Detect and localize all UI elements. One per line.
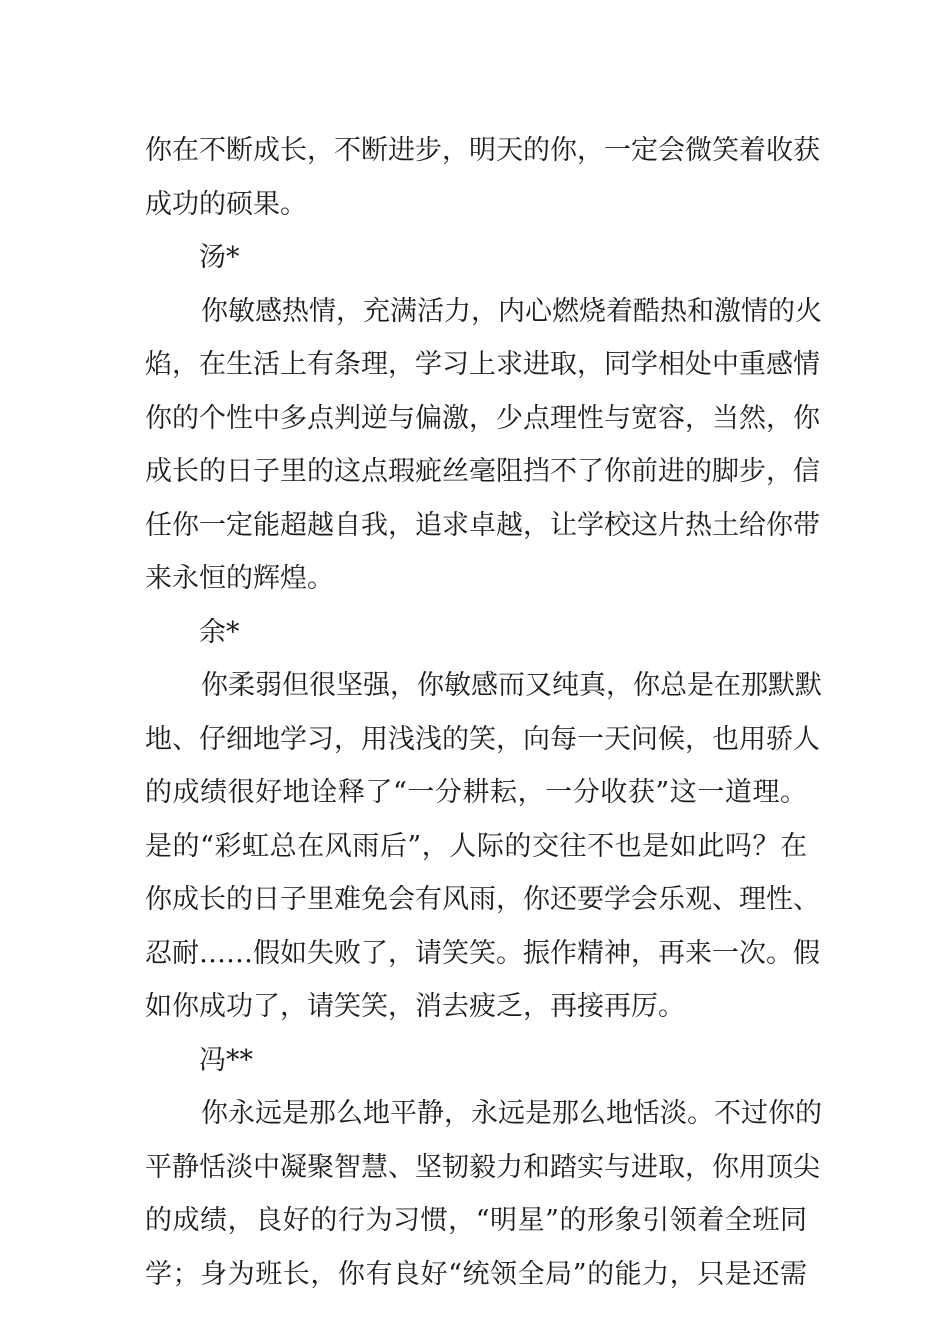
- paragraph-first-line: 你敏感热情，充满活力，内心燃烧着酷热和激情的火: [201, 295, 822, 327]
- paragraph-first-line: 你柔弱但很坚强，你敏感而又纯真，你总是在那默默: [201, 670, 822, 701]
- text-line: 的成绩，良好的行为习惯，“明星”的形象引领着全班同: [145, 1205, 807, 1236]
- text-line: 的成绩很好地诠释了“一分耕耘，一分收获”这一道理。: [145, 777, 807, 808]
- text-line: 地、仔细地学习，用浅浅的笑，向每一天问候，也用骄人: [145, 723, 820, 755]
- text-line: 学；身为班长，你有良好“统领全局”的能力，只是还需: [145, 1258, 807, 1290]
- document-body: [145, 124, 822, 1301]
- text-line: 如你成功了，请笑笑，消去疲乏，再接再厉。: [145, 991, 685, 1022]
- paragraph-first-line: 你永远是那么地平静，永远是那么地恬淡。不过你的: [201, 1098, 822, 1129]
- text-line: 平静恬淡中凝聚智慧、坚韧毅力和踏实与进取，你用顶尖: [145, 1151, 820, 1183]
- text-line: 忍耐……假如失败了，请笑笑。振作精神，再来一次。假: [145, 937, 820, 969]
- text-line: 你在不断成长，不断进步，明天的你，一定会微笑着收获: [145, 135, 820, 166]
- student-name: 冯**: [199, 1044, 253, 1076]
- text-line: 来永恒的辉煌。: [145, 563, 334, 594]
- text-line: 焰，在生活上有条理，学习上求进取，同学相处中重感情: [145, 349, 820, 380]
- student-name: 余*: [199, 616, 240, 648]
- text-line: 成功的硕果。: [145, 188, 307, 220]
- text-line: 成长的日子里的这点瑕疵丝毫阻挡不了你前进的脚步，信: [145, 456, 820, 487]
- text-line: 任你一定能超越自我，追求卓越，让学校这片热土给你带: [145, 509, 820, 541]
- text-line: 是的“彩虹总在风雨后”，人际的交往不也是如此吗？在: [145, 830, 807, 862]
- student-name: 汤*: [199, 242, 240, 273]
- text-line: 你成长的日子里难免会有风雨，你还要学会乐观、理性、: [145, 884, 820, 915]
- text-line: 你的个性中多点判逆与偏激，少点理性与宽容，当然，你: [145, 402, 820, 434]
